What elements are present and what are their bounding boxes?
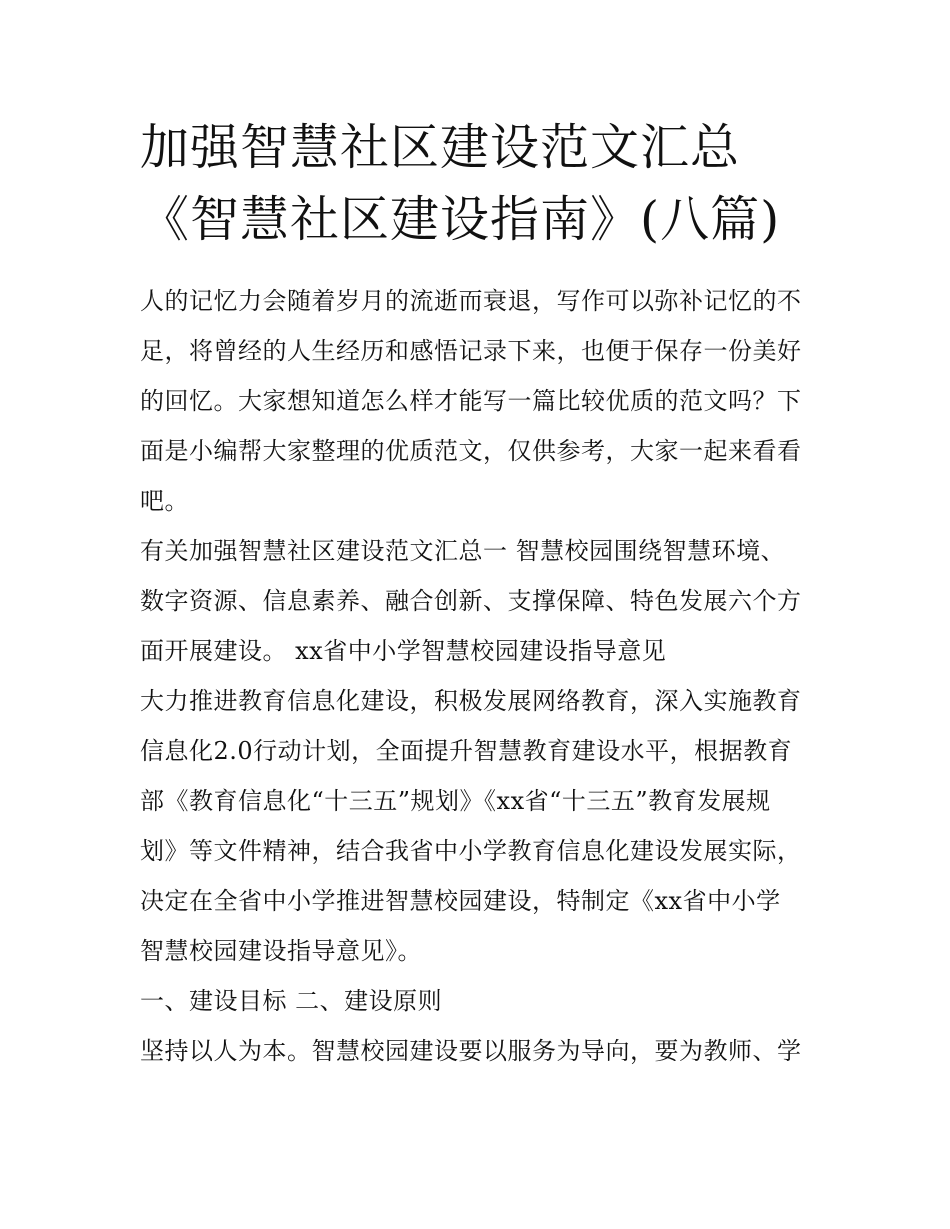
- text-line: 面开展建设。 xx省中小学智慧校园建设指导意见: [140, 637, 667, 665]
- text-line: 智慧校园建设指导意见》。: [140, 937, 422, 965]
- document-content: [140, 112, 815, 1076]
- text-line: 吧。: [140, 487, 189, 515]
- text-line: 数字资源、信息素养、融合创新、支撑保障、特色发展六个方: [140, 587, 802, 615]
- document-title: [140, 112, 815, 256]
- paragraph-people-oriented: [140, 1026, 815, 1076]
- paragraph-education-informatization: [140, 676, 815, 976]
- text-line: 面是小编帮大家整理的优质范文，仅供参考，大家一起来看看: [140, 437, 802, 465]
- title-line-1: 加强智慧社区建设范文汇总: [140, 119, 741, 176]
- document-body: [140, 276, 815, 1076]
- text-line: 坚持以人为本。智慧校园建设要以服务为导向，要为教师、学: [140, 1037, 802, 1065]
- text-line: 部《教育信息化“十三五”规划》《xx省“十三五”教育发展规: [140, 787, 771, 815]
- text-line: 大力推进教育信息化建设，积极发展网络教育，深入实施教育: [140, 687, 802, 715]
- text-line: 决定在全省中小学推进智慧校园建设，特制定《xx省中小学: [140, 887, 781, 915]
- text-line: 的回忆。大家想知道怎么样才能写一篇比较优质的范文吗？下: [140, 387, 802, 415]
- paragraph-section-one: [140, 526, 815, 676]
- paragraph-intro: [140, 276, 815, 526]
- title-line-2: 《智慧社区建设指南》(八篇): [140, 191, 781, 248]
- text-line: 一、建设目标 二、建设原则: [140, 987, 443, 1015]
- text-line: 足，将曾经的人生经历和感悟记录下来，也便于保存一份美好: [140, 337, 802, 365]
- paragraph-headings: [140, 976, 815, 1026]
- text-line: 人的记忆力会随着岁月的流逝而衰退，写作可以弥补记忆的不: [140, 287, 802, 315]
- text-line: 信息化2.0行动计划，全面提升智慧教育建设水平，根据教育: [140, 737, 793, 765]
- text-line: 有关加强智慧社区建设范文汇总一 智慧校园围绕智慧环境、: [140, 537, 786, 565]
- text-line: 划》等文件精神，结合我省中小学教育信息化建设发展实际，: [140, 837, 802, 865]
